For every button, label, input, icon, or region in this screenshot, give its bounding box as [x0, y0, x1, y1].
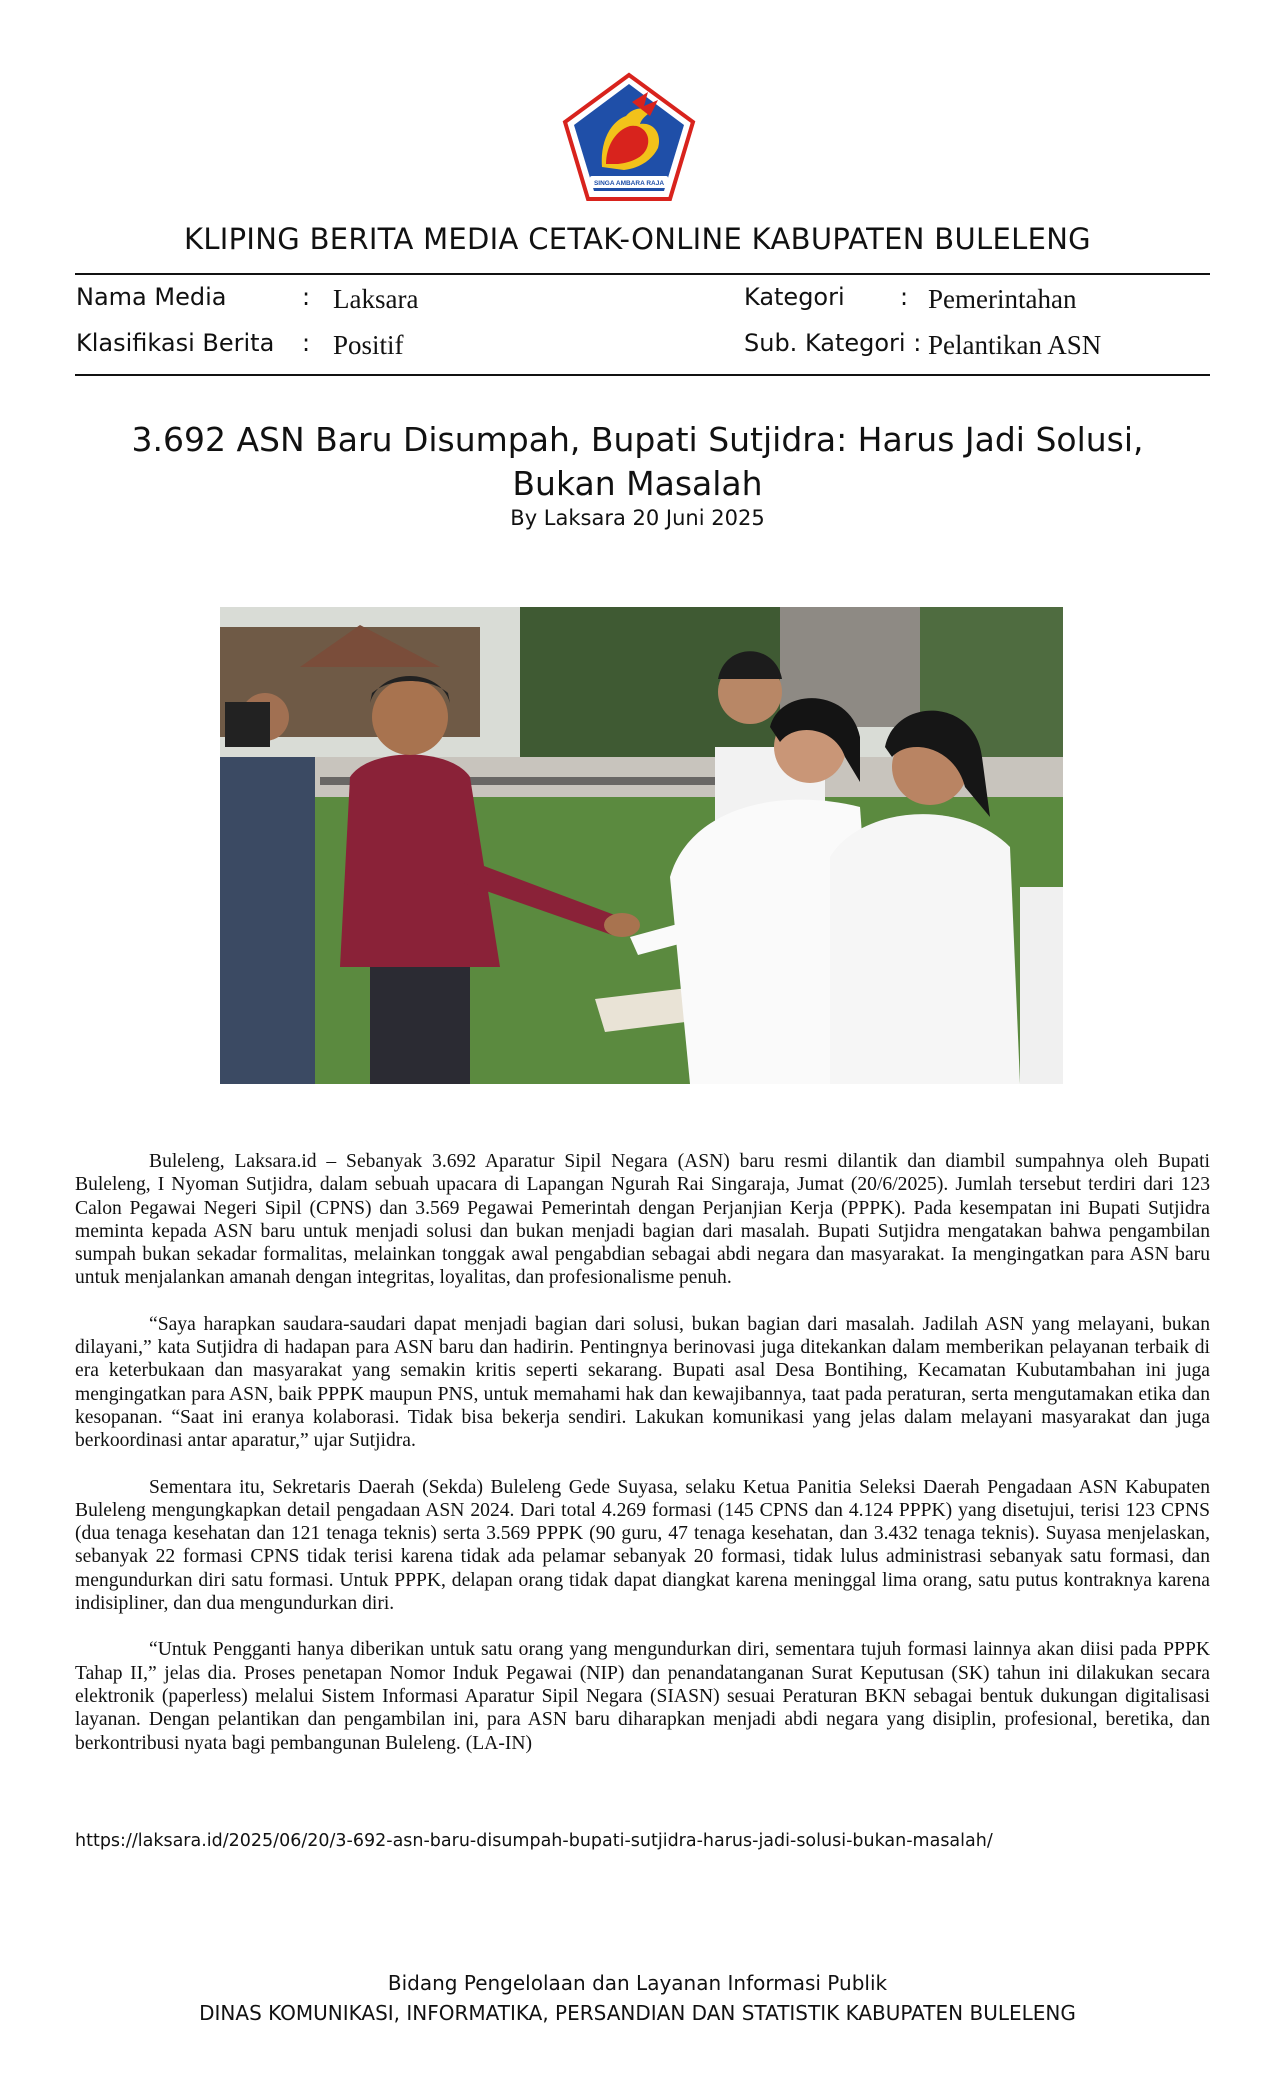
- header-rule-top: [75, 273, 1210, 275]
- article-paragraph: “Saya harapkan saudara-saudari dapat menjadi bagian dari solusi, bukan bagian dari masalah. Jadilah ASN yang melayani, bukan dilayani,” kata Sutjidra di hadapan para ASN baru dan hadirin. Pentingnya berinovasi juga ditekankan dalam memberikan pelayanan terbaik di era keterbukaan dan masyarakat yang semakin kritis seperti sekarang. Bupati asal Desa Bontihing, Kecamatan Kubutambahan ini juga mengingatkan para ASN, baik PPPK maupun PNS, untuk memahami hak dan kewajibannya, taat pada peraturan, serta mengutamakan etika dan kesopanan. “Saat ini eranya kolaborasi. Tidak bisa bekerja sendiri. Lakukan komunikasi yang jelas dalam melayani masyarakat dan juga berkoordinasi antar aparatur,” ujar Sutjidra.: [75, 1313, 1210, 1452]
- nama-media-value: Laksara: [333, 284, 419, 314]
- kategori-label: Kategori: [744, 283, 845, 311]
- article-paragraph: Sementara itu, Sekretaris Daerah (Sekda) Buleleng Gede Suyasa, selaku Ketua Panitia Seleksi Daerah Pengadaan ASN Kabupaten Buleleng mengungkapkan detail pengadaan ASN 2024. Dari total 4.269 formasi (145 CPNS dan 4.124 PPPK) yang disetujui, terisi 123 CPNS (dua tenaga kesehatan dan 121 tenaga teknis) serta 3.569 PPPK (90 guru, 47 tenaga kesehatan, dan 3.432 tenaga teknis). Suyasa menjelaskan, sebanyak 22 formasi CPNS tidak terisi karena tidak ada pelamar sebanyak 20 formasi, tidak lulus administrasi sebanyak satu formasi, dan mengundurkan diri satu formasi. Untuk PPPK, delapan orang tidak dapat diangkat karena meninggal lima orang, satu putus kontraknya karena indisipliner, dan dua mengundurkan diri.: [75, 1476, 1210, 1615]
- article-headline: [0, 418, 1275, 506]
- header-rule-bottom: [75, 374, 1210, 376]
- article-byline: By Laksara 20 Juni 2025: [510, 506, 765, 530]
- logo-motto-text: SINGA AMBARA RAJA: [593, 180, 665, 187]
- kategori-value: Pemerintahan: [928, 284, 1077, 314]
- footer-agency: DINAS KOMUNIKASI, INFORMATIKA, PERSANDIAN DAN STATISTIK KABUPATEN BULELENG: [199, 2001, 1076, 2025]
- klasifikasi-value: Positif: [333, 330, 404, 360]
- document-title: KLIPING BERITA MEDIA CETAK-ONLINE KABUPATEN BULELENG: [184, 222, 1091, 256]
- article-photo: [220, 607, 1063, 1084]
- article-body: [75, 1150, 1210, 1778]
- nama-media-colon: :: [302, 283, 311, 311]
- headline-line-1: 3.692 ASN Baru Disumpah, Bupati Sutjidra: Harus Jadi Solusi,: [131, 420, 1144, 459]
- nama-media-label: Nama Media: [76, 283, 227, 311]
- sub-kategori-value: Pelantikan ASN: [928, 330, 1102, 360]
- kategori-colon: :: [900, 283, 909, 311]
- sub-kategori-label: Sub. Kategori :: [744, 329, 922, 357]
- klasifikasi-colon: :: [302, 329, 311, 357]
- buleleng-regency-logo: [562, 72, 696, 202]
- klasifikasi-label: Klasifikasi Berita: [76, 329, 275, 357]
- article-paragraph: Buleleng, Laksara.id – Sebanyak 3.692 Aparatur Sipil Negara (ASN) baru resmi dilantik dan diambil sumpahnya oleh Bupati Buleleng, I Nyoman Sutjidra, dalam sebuah upacara di Lapangan Ngurah Rai Singaraja, Jumat (20/6/2025). Jumlah tersebut terdiri dari 123 Calon Pegawai Negeri Sipil (CPNS) dan 3.569 Pegawai Pemerintah dengan Perjanjian Kerja (PPPK). Pada kesempatan ini Bupati Sutjidra meminta kepada ASN baru untuk menjadi solusi dan bukan menjadi bagian dari masalah. Bupati Sutjidra mengatakan bahwa pengambilan sumpah bukan sekadar formalitas, melainkan tonggak awal pengabdian sebagai abdi negara dan masyarakat. Ia mengingatkan para ASN baru untuk menjalankan amanah dengan integritas, loyalitas, dan profesionalisme penuh.: [75, 1151, 1210, 1289]
- source-url-link[interactable]: https://laksara.id/2025/06/20/3-692-asn-baru-disumpah-bupati-sutjidra-harus-jadi-solusi-bukan-masalah/: [75, 1831, 993, 1851]
- article-paragraph: “Untuk Pengganti hanya diberikan untuk satu orang yang mengundurkan diri, sementara tujuh formasi lainnya akan diisi pada PPPK Tahap II,” jelas dia. Proses penetapan Nomor Induk Pegawai (NIP) dan penandatanganan Surat Keputusan (SK) tahun ini dilakukan secara elektronik (paperless) melalui Sistem Informasi Aparatur Sipil Negara (SIASN) sesuai Peraturan BKN sebagai bentuk dukungan digitalisasi layanan. Dengan pelantikan dan pengambilan ini, para ASN baru diharapkan menjadi abdi negara yang disiplin, profesional, beretika, dan berkontribusi nyata bagi pembangunan Buleleng. (LA-IN): [75, 1639, 1210, 1754]
- footer-department: Bidang Pengelolaan dan Layanan Informasi Publik: [387, 1971, 888, 1995]
- headline-line-2: Bukan Masalah: [512, 464, 763, 503]
